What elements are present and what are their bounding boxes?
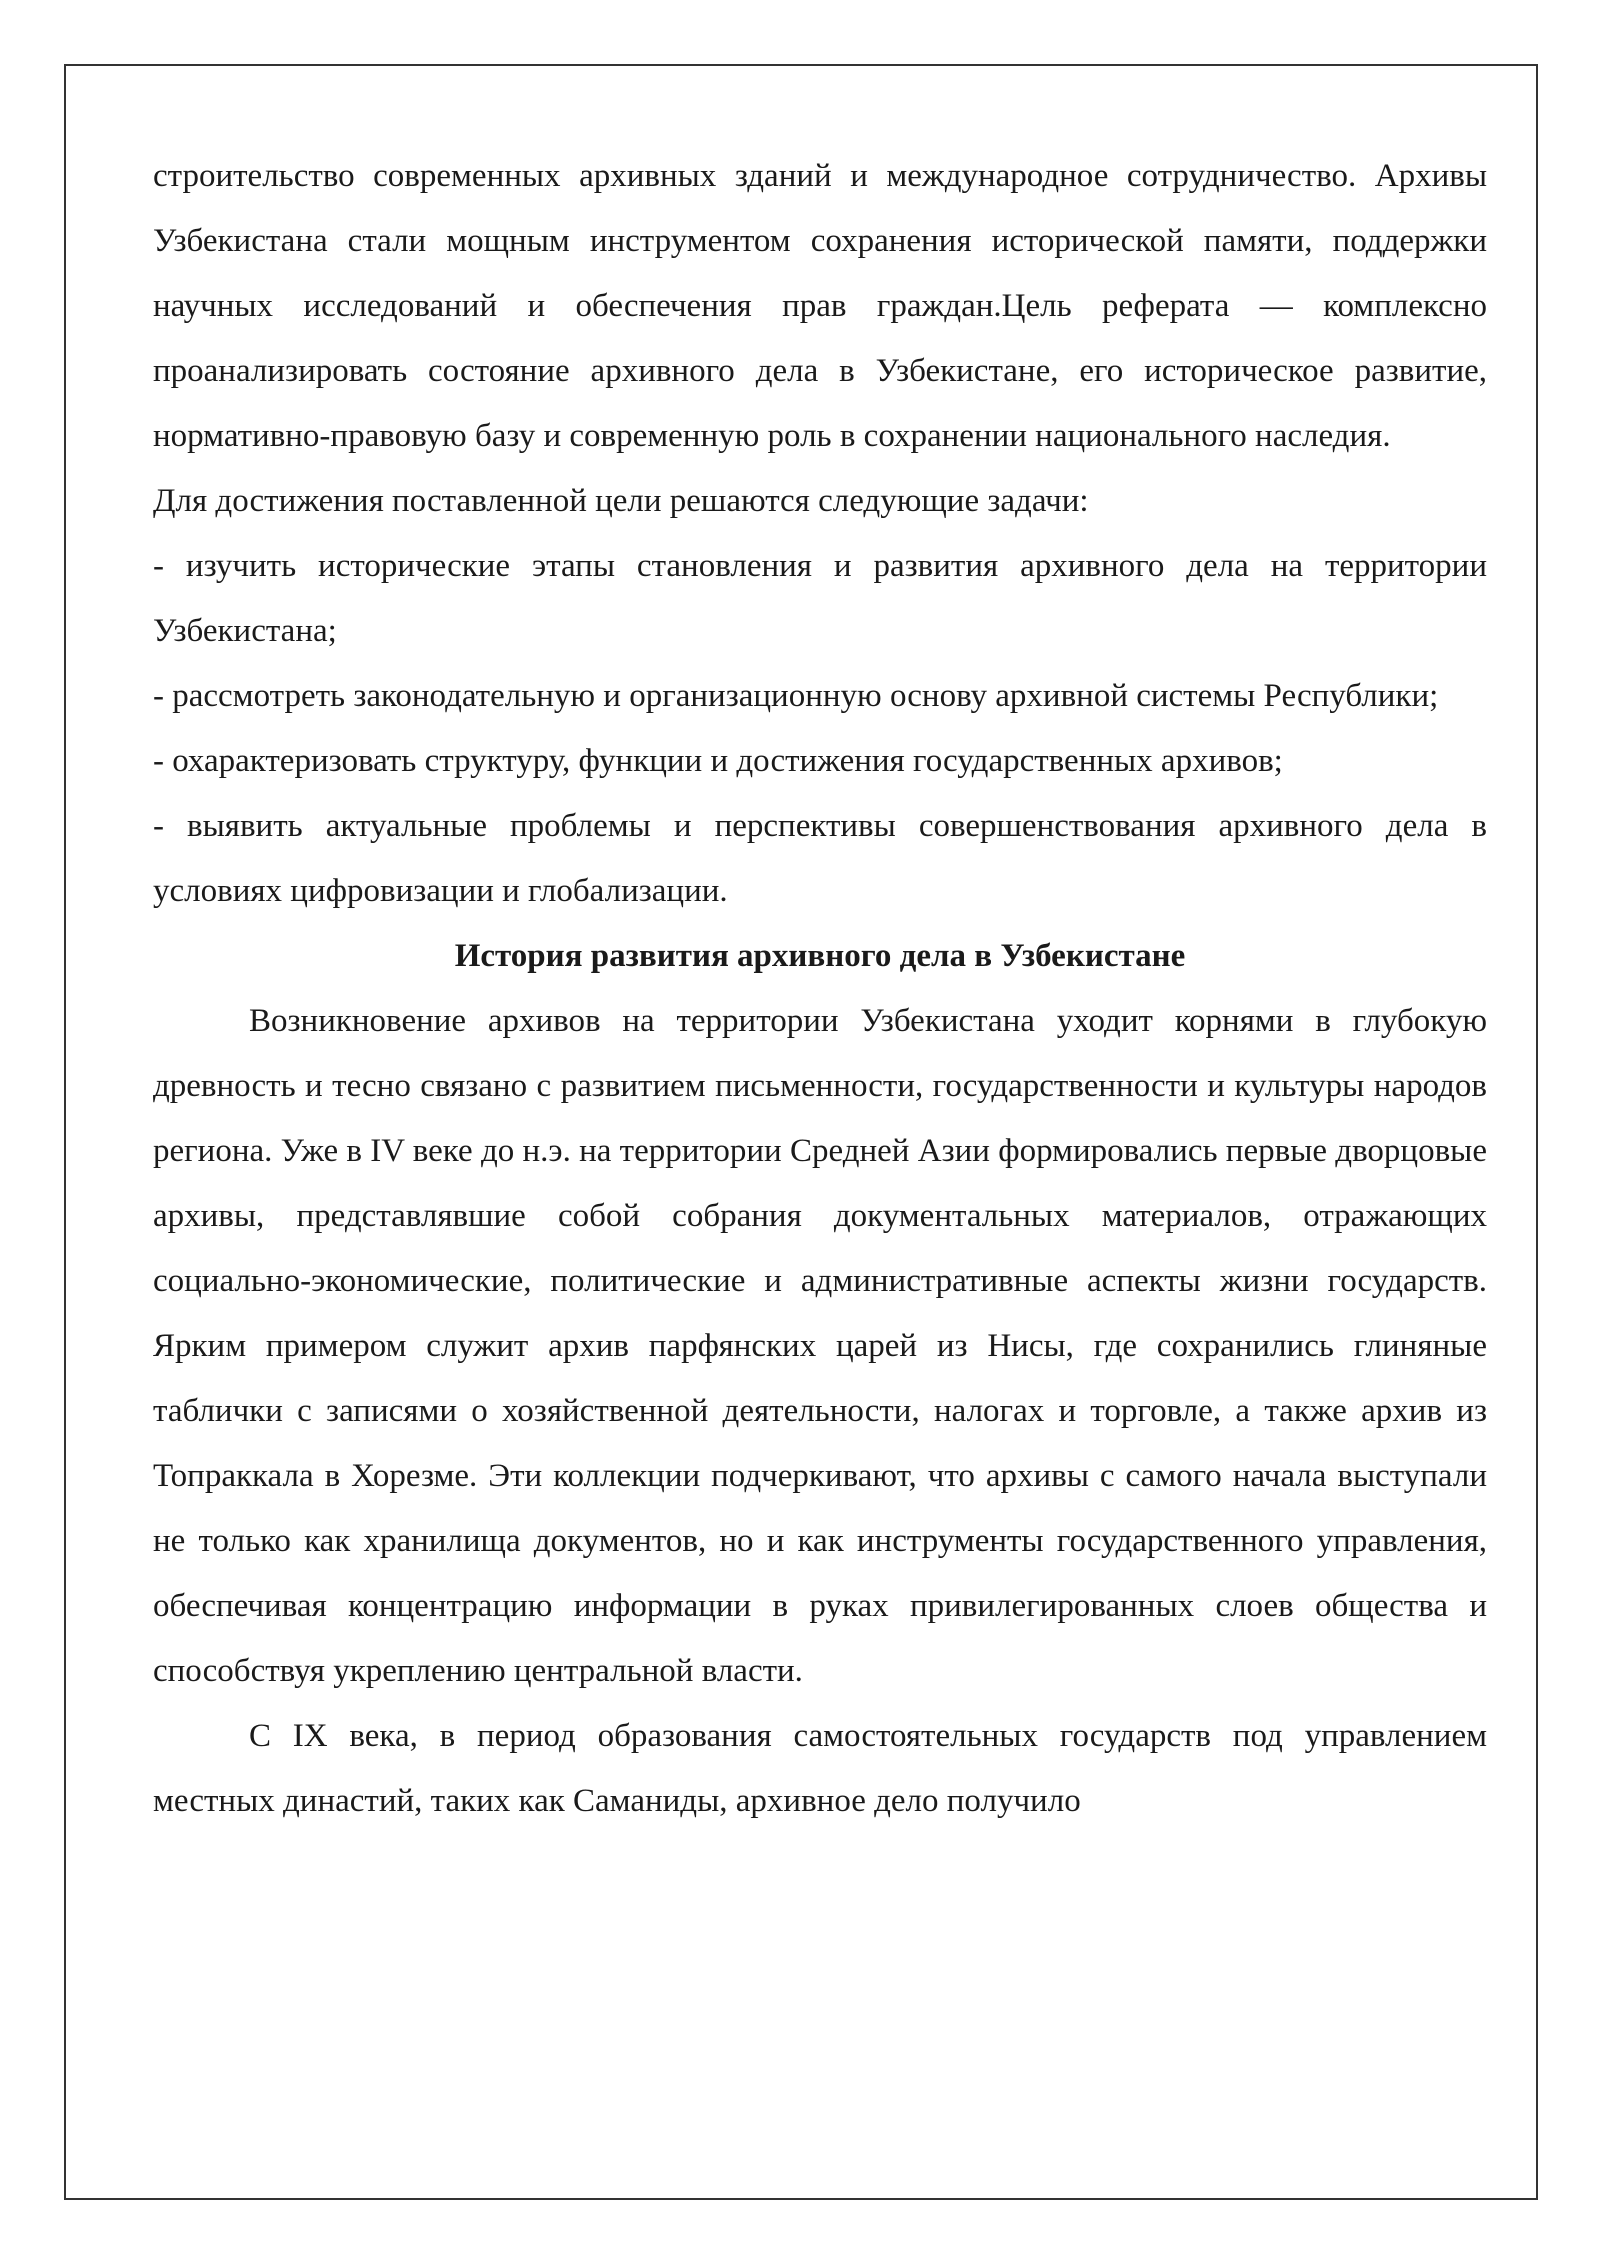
document-body — [153, 144, 1487, 1834]
paragraph-intro-continuation: строительство современных архивных зданий и международное сотрудничество. Архивы Узбекистана стали мощным инструментом сохранения исторической памяти, поддержки научных исследований и обеспечения прав граждан.Цель реферата — комплексно проанализировать состояние архивного дела в Узбекистане, его историческое развитие, нормативно-правовую базу и современную роль в сохранении национального наследия. — [153, 158, 1487, 454]
section-heading: История развития архивного дела в Узбекистане — [454, 938, 1186, 974]
paragraph-history-2: С IX века, в период образования самостоятельных государств под управлением местных династий, таких как Саманиды, архивное дело получило — [153, 1718, 1487, 1819]
list-item-task-2: - рассмотреть законодательную и организационную основу архивной системы Республики; — [153, 678, 1439, 714]
list-item-task-3: - охарактеризовать структуру, функции и достижения государственных архивов; — [153, 743, 1283, 779]
list-item-task-4: - выявить актуальные проблемы и перспективы совершенствования архивного дела в условиях цифровизации и глобализации. — [153, 808, 1487, 909]
paragraph-history-1: Возникновение архивов на территории Узбекистана уходит корнями в глубокую древность и тесно связано с развитием письменности, государственности и культуры народов региона. Уже в IV веке до н.э. на территории Средней Азии формировались первые дворцовые архивы, представлявшие собой собрания документальных материалов, отражающих социально-экономические, политические и административные аспекты жизни государств. Ярким примером служит архив парфянских царей из Нисы, где сохранились глиняные таблички с записями о хозяйственной деятельности, налогах и торговле, а также архив из Топраккала в Хорезме. Эти коллекции подчеркивают, что архивы с самого начала выступали не только как хранилища документов, но и как инструменты государственного управления, обеспечивая концентрацию информации в руках привилегированных слоев общества и способствуя укреплению центральной власти. — [153, 1003, 1487, 1689]
paragraph-tasks-intro: Для достижения поставленной цели решаются следующие задачи: — [153, 483, 1089, 519]
list-item-task-1: - изучить исторические этапы становления и развития архивного дела на территории Узбекистана; — [153, 548, 1487, 649]
